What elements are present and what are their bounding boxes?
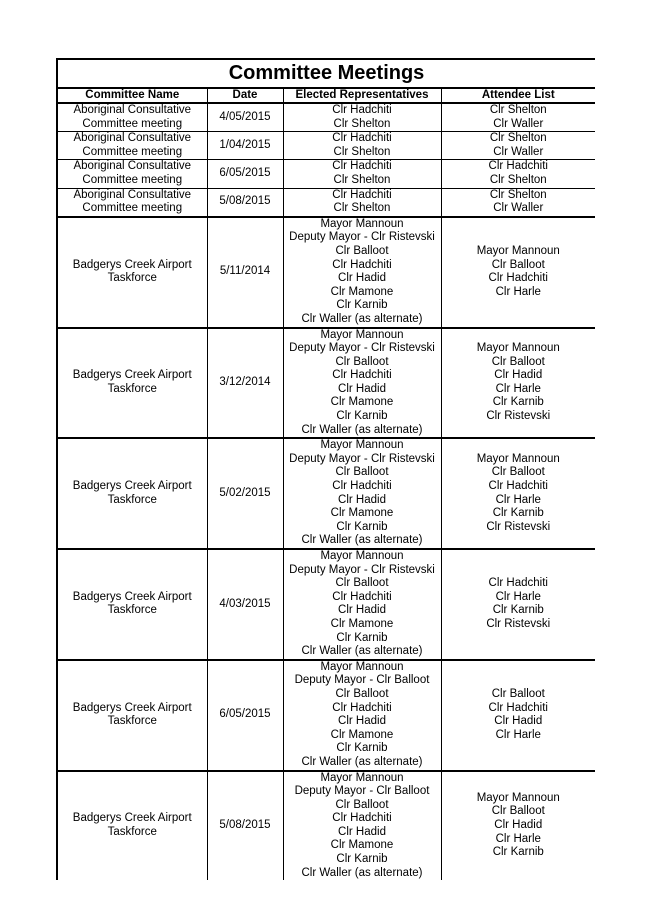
- attendee-list-cell-line: Clr Ristevski: [486, 520, 551, 533]
- committee-name-cell-line: Committee meeting: [82, 117, 183, 130]
- attendee-list-cell-line: Clr Waller: [493, 202, 544, 215]
- table-row: [57, 328, 595, 439]
- elected-representatives-cell-line: Clr Hadchiti: [332, 188, 392, 201]
- attendee-list-cell-line: Clr Waller: [493, 145, 544, 158]
- elected-representatives-cell-line: Clr Balloot: [335, 687, 389, 700]
- attendee-list-cell-line: Clr Ristevski: [486, 410, 551, 423]
- attendee-list-cell: [441, 438, 595, 549]
- elected-representatives-cell-line: Clr Mamone: [330, 285, 394, 298]
- attendee-list-cell-line: Clr Hadid: [494, 819, 543, 832]
- elected-representatives-cell-line: Clr Hadchiti: [332, 258, 392, 271]
- attendee-list-cell-line: Clr Hadid: [494, 369, 543, 382]
- committee-name-cell: [57, 660, 207, 771]
- committee-name-cell-line: Taskforce: [107, 825, 157, 838]
- elected-representatives-cell: [283, 549, 441, 660]
- date-cell: 6/05/2015: [207, 660, 283, 771]
- elected-representatives-cell-line: Clr Shelton: [333, 117, 391, 130]
- committee-name-cell-line: Taskforce: [107, 382, 157, 395]
- committee-meetings-table: [56, 58, 595, 880]
- elected-representatives-cell-line: Mayor Mannoun: [320, 439, 404, 452]
- attendee-list-cell-line: Mayor Mannoun: [476, 244, 560, 257]
- table-row: [57, 188, 595, 217]
- attendee-list-cell: [441, 328, 595, 439]
- header-date: Date: [207, 88, 283, 103]
- table-row: [57, 217, 595, 328]
- attendee-list-cell-line: Clr Balloot: [491, 687, 545, 700]
- attendee-list-cell-line: Clr Balloot: [491, 466, 545, 479]
- elected-representatives-cell-line: Clr Karnib: [336, 853, 388, 866]
- attendee-list-cell-line: Clr Hadchiti: [488, 701, 548, 714]
- elected-representatives-cell-line: Clr Balloot: [335, 577, 389, 590]
- elected-representatives-cell-line: Clr Hadchiti: [332, 369, 392, 382]
- attendee-list-cell-line: Clr Shelton: [489, 104, 547, 116]
- elected-representatives-cell: [283, 103, 441, 132]
- table-row: [57, 549, 595, 660]
- date-cell: 4/05/2015: [207, 103, 283, 132]
- elected-representatives-cell-line: Clr Mamone: [330, 617, 394, 630]
- elected-representatives-cell-line: Clr Waller (as alternate): [301, 312, 423, 325]
- committee-name-cell: [57, 132, 207, 160]
- committee-name-cell-line: Badgerys Creek Airport: [72, 590, 192, 603]
- attendee-list-cell-line: Clr Hadid: [494, 715, 543, 728]
- attendee-list-cell-line: Mayor Mannoun: [476, 791, 560, 804]
- elected-representatives-cell-line: Deputy Mayor - Clr Balloot: [294, 785, 430, 798]
- committee-name-cell-line: Badgerys Creek Airport: [72, 701, 192, 714]
- attendee-list-cell-line: Clr Harle: [495, 493, 541, 506]
- elected-representatives-cell-line: Mayor Mannoun: [320, 217, 404, 230]
- elected-representatives-cell-line: Clr Hadchiti: [332, 160, 392, 173]
- committee-name-cell-line: Aboriginal Consultative: [73, 188, 192, 201]
- table-body: [57, 103, 595, 880]
- committee-name-cell: [57, 549, 207, 660]
- date-cell: 3/12/2014: [207, 328, 283, 439]
- attendee-list-cell-line: Mayor Mannoun: [476, 342, 560, 355]
- attendee-list-cell: [441, 160, 595, 188]
- committee-name-cell-line: Taskforce: [107, 715, 157, 728]
- committee-name-cell-line: Aboriginal Consultative: [73, 160, 192, 173]
- elected-representatives-cell-line: Clr Hadchiti: [332, 132, 392, 145]
- date-cell: 6/05/2015: [207, 160, 283, 188]
- attendee-list-cell: [441, 217, 595, 328]
- attendee-list-cell-line: Clr Shelton: [489, 188, 547, 201]
- committee-name-cell-line: Committee meeting: [82, 145, 183, 158]
- elected-representatives-cell-line: Clr Shelton: [333, 145, 391, 158]
- elected-representatives-cell-line: Clr Balloot: [335, 244, 389, 257]
- committee-name-cell-line: Aboriginal Consultative: [73, 132, 192, 145]
- table-row: [57, 132, 595, 160]
- date-cell: 5/08/2015: [207, 188, 283, 217]
- committee-name-cell: [57, 103, 207, 132]
- elected-representatives-cell-line: Deputy Mayor - Clr Ristevski: [289, 563, 435, 576]
- date-cell: 1/04/2015: [207, 132, 283, 160]
- attendee-list-cell-line: Clr Hadchiti: [488, 160, 548, 173]
- attendee-list-cell: [441, 188, 595, 217]
- date-cell: 5/08/2015: [207, 771, 283, 881]
- elected-representatives-cell-line: Mayor Mannoun: [320, 771, 404, 784]
- elected-representatives-cell-line: Mayor Mannoun: [320, 328, 404, 341]
- attendee-list-cell: [441, 660, 595, 771]
- attendee-list-cell-line: Clr Harle: [495, 382, 541, 395]
- elected-representatives-cell-line: Clr Hadid: [338, 604, 386, 617]
- elected-representatives-cell-line: Clr Hadchiti: [332, 701, 392, 714]
- elected-representatives-cell-line: Clr Mamone: [330, 839, 394, 852]
- attendee-list-cell-line: Clr Harle: [495, 285, 541, 298]
- attendee-list-cell-line: Clr Balloot: [491, 355, 545, 368]
- elected-representatives-cell-line: Clr Hadid: [338, 272, 386, 285]
- header-committee-name: Committee Name: [57, 88, 207, 103]
- attendee-list-cell: [441, 771, 595, 881]
- committee-name-cell: [57, 217, 207, 328]
- attendee-list-cell-line: Clr Harle: [495, 728, 541, 741]
- committee-name-cell: [57, 188, 207, 217]
- table-row: [57, 103, 595, 132]
- elected-representatives-cell: [283, 660, 441, 771]
- committee-name-cell-line: Aboriginal Consultative: [73, 104, 192, 116]
- elected-representatives-cell: [283, 328, 441, 439]
- committee-name-cell-line: Taskforce: [107, 604, 157, 617]
- table-row: [57, 438, 595, 549]
- elected-representatives-cell-line: Clr Shelton: [333, 173, 391, 186]
- attendee-list-cell-line: Clr Hadchiti: [488, 480, 548, 493]
- elected-representatives-cell-line: Clr Waller (as alternate): [301, 534, 423, 547]
- elected-representatives-cell-line: Clr Mamone: [330, 507, 394, 520]
- committee-name-cell-line: Taskforce: [107, 493, 157, 506]
- date-cell: 4/03/2015: [207, 549, 283, 660]
- header-attendee-list: Attendee List: [441, 88, 595, 103]
- elected-representatives-cell: [283, 160, 441, 188]
- elected-representatives-cell-line: Clr Hadchiti: [332, 812, 392, 825]
- elected-representatives-cell-line: Clr Mamone: [330, 728, 394, 741]
- elected-representatives-cell-line: Clr Waller (as alternate): [301, 645, 423, 658]
- elected-representatives-cell-line: Clr Shelton: [333, 202, 391, 215]
- date-cell: 5/02/2015: [207, 438, 283, 549]
- date-cell: 5/11/2014: [207, 217, 283, 328]
- committee-name-cell-line: Committee meeting: [82, 173, 183, 186]
- elected-representatives-cell-line: Clr Karnib: [336, 299, 388, 312]
- elected-representatives-cell: [283, 132, 441, 160]
- elected-representatives-cell-line: Clr Balloot: [335, 466, 389, 479]
- elected-representatives-cell: [283, 771, 441, 881]
- elected-representatives-cell: [283, 438, 441, 549]
- attendee-list-cell-line: Clr Harle: [495, 832, 541, 845]
- page-title: Committee Meetings: [57, 59, 595, 88]
- elected-representatives-cell-line: Clr Balloot: [335, 798, 389, 811]
- elected-representatives-cell-line: Clr Waller (as alternate): [301, 423, 423, 436]
- committee-name-cell: [57, 160, 207, 188]
- attendee-list-cell-line: Clr Ristevski: [486, 617, 551, 630]
- elected-representatives-cell: [283, 188, 441, 217]
- elected-representatives-cell-line: Clr Karnib: [336, 520, 388, 533]
- elected-representatives-cell-line: Clr Karnib: [336, 742, 388, 755]
- elected-representatives-cell-line: Deputy Mayor - Clr Ristevski: [289, 342, 435, 355]
- attendee-list-cell-line: Clr Shelton: [489, 132, 547, 145]
- committee-name-cell-line: Badgerys Creek Airport: [72, 480, 192, 493]
- attendee-list-cell-line: Clr Karnib: [492, 604, 544, 617]
- committee-name-cell-line: Badgerys Creek Airport: [72, 258, 192, 271]
- attendee-list-cell-line: Clr Hadchiti: [488, 577, 548, 590]
- committee-name-cell-line: Badgerys Creek Airport: [72, 812, 192, 825]
- attendee-list-cell: [441, 549, 595, 660]
- elected-representatives-cell-line: Mayor Mannoun: [320, 660, 404, 673]
- attendee-list-cell-line: Clr Karnib: [492, 846, 544, 859]
- attendee-list-cell-line: Clr Balloot: [491, 258, 545, 271]
- attendee-list-cell-line: Mayor Mannoun: [476, 452, 560, 465]
- attendee-list-cell: [441, 132, 595, 160]
- elected-representatives-cell-line: Clr Waller (as alternate): [301, 755, 423, 768]
- elected-representatives-cell-line: Clr Hadchiti: [332, 104, 392, 116]
- attendee-list-cell-line: Clr Harle: [495, 590, 541, 603]
- elected-representatives-cell-line: Clr Hadchiti: [332, 590, 392, 603]
- committee-meetings-sheet: [56, 58, 595, 923]
- attendee-list-cell-line: Clr Waller: [493, 117, 544, 130]
- committee-name-cell: [57, 328, 207, 439]
- elected-representatives-cell: [283, 217, 441, 328]
- elected-representatives-cell-line: Clr Hadchiti: [332, 480, 392, 493]
- elected-representatives-cell-line: Clr Hadid: [338, 715, 386, 728]
- table-row: [57, 160, 595, 188]
- elected-representatives-cell-line: Mayor Mannoun: [320, 550, 404, 562]
- attendee-list-cell-line: Clr Karnib: [492, 507, 544, 520]
- committee-name-cell: [57, 438, 207, 549]
- attendee-list-cell-line: Clr Karnib: [492, 396, 544, 409]
- attendee-list-cell: [441, 103, 595, 132]
- elected-representatives-cell-line: Deputy Mayor - Clr Balloot: [294, 674, 430, 687]
- elected-representatives-cell-line: Deputy Mayor - Clr Ristevski: [289, 231, 435, 244]
- committee-name-cell-line: Taskforce: [107, 272, 157, 285]
- committee-name-cell: [57, 771, 207, 881]
- table-row: [57, 771, 595, 881]
- committee-name-cell-line: Badgerys Creek Airport: [72, 369, 192, 382]
- attendee-list-cell-line: Clr Balloot: [491, 805, 545, 818]
- attendee-list-cell-line: Clr Shelton: [489, 173, 547, 186]
- header-elected-representatives: Elected Representatives: [283, 88, 441, 103]
- elected-representatives-cell-line: Clr Balloot: [335, 355, 389, 368]
- table-row: [57, 660, 595, 771]
- committee-name-cell-line: Committee meeting: [82, 202, 183, 215]
- elected-representatives-cell-line: Clr Hadid: [338, 493, 386, 506]
- elected-representatives-cell-line: Clr Waller (as alternate): [301, 866, 423, 879]
- elected-representatives-cell-line: Deputy Mayor - Clr Ristevski: [289, 452, 435, 465]
- attendee-list-cell-line: Clr Hadchiti: [488, 272, 548, 285]
- elected-representatives-cell-line: Clr Karnib: [336, 631, 388, 644]
- elected-representatives-cell-line: Clr Karnib: [336, 410, 388, 423]
- elected-representatives-cell-line: Clr Mamone: [330, 396, 394, 409]
- elected-representatives-cell-line: Clr Hadid: [338, 382, 386, 395]
- elected-representatives-cell-line: Clr Hadid: [338, 825, 386, 838]
